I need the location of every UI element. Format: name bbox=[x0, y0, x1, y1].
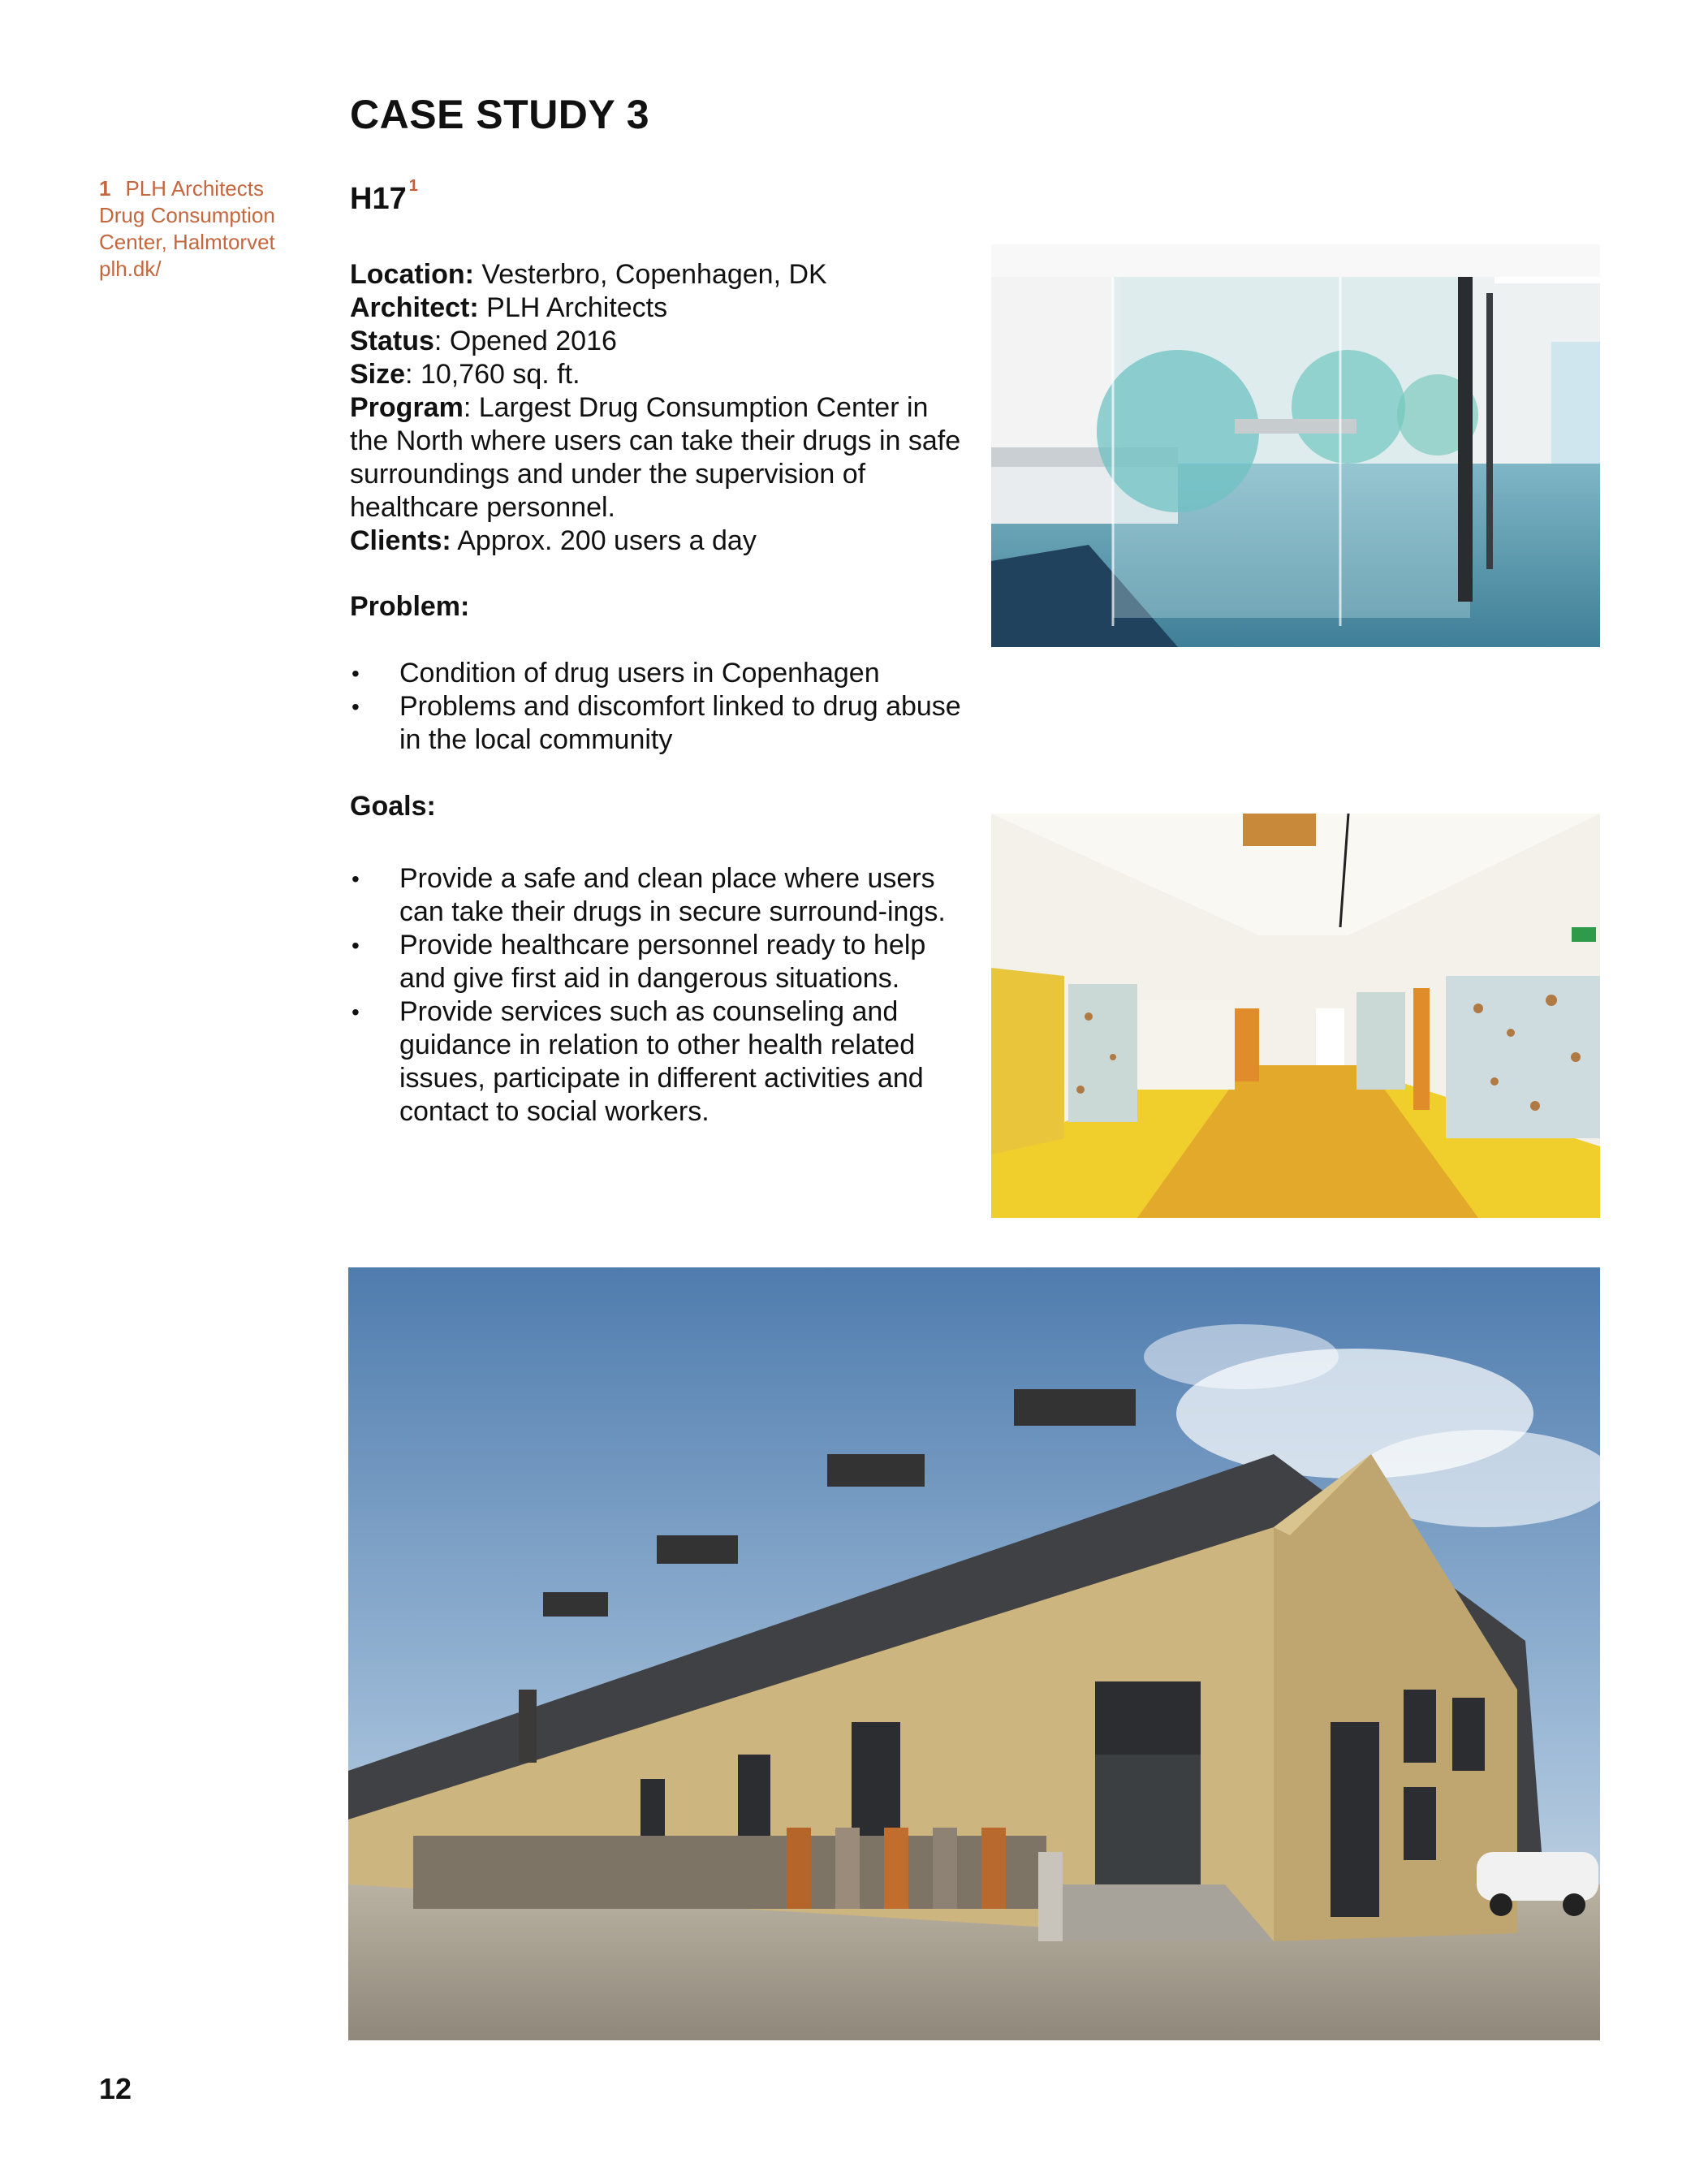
fact-status bbox=[350, 325, 967, 358]
sidenote-number: 1 bbox=[99, 176, 111, 201]
case-study-title: CASE STUDY 3 bbox=[350, 92, 650, 137]
list-item: • Problems and discomfort linked to drug abuse in the local community bbox=[350, 690, 967, 757]
list-item: • Condition of drug users in Copenhagen bbox=[350, 657, 967, 690]
goals-list bbox=[350, 862, 967, 1129]
fact-program bbox=[350, 391, 967, 524]
fact-label: Architect: bbox=[350, 292, 479, 323]
sidenote-line-1 bbox=[99, 175, 310, 202]
fact-label: Program bbox=[350, 392, 464, 423]
project-name: H17 bbox=[350, 182, 407, 216]
fact-value: Vesterbro, Copenhagen, DK bbox=[473, 259, 827, 290]
list-item: • Provide healthcare personnel ready to help and give first aid in dangerous situations. bbox=[350, 929, 967, 995]
project-facts bbox=[350, 258, 967, 558]
fact-label: Status bbox=[350, 326, 434, 356]
page-number: 12 bbox=[99, 2072, 132, 2105]
fact-label: Location: bbox=[350, 259, 474, 290]
fact-value: Approx. 200 users a day bbox=[451, 525, 757, 556]
exterior-building-illustration bbox=[348, 1267, 1600, 2040]
interior-corridor-photo bbox=[991, 814, 1600, 1218]
sidenote-link[interactable]: plh.dk/ bbox=[99, 257, 162, 281]
exterior-building-photo bbox=[348, 1267, 1600, 2040]
fact-size bbox=[350, 358, 967, 391]
sidenote-line-2: Drug Consumption bbox=[99, 203, 275, 227]
list-item: • Provide services such as counseling and guidance in relation to other health related issues, participate in different activities and contact to social workers. bbox=[350, 995, 967, 1129]
footnote-marker: 1 bbox=[408, 177, 418, 195]
sidenote bbox=[99, 175, 310, 283]
project-title bbox=[350, 177, 418, 217]
interior-glass-rooms-illustration bbox=[991, 244, 1600, 647]
sidenote-line-3: Center, Halmtorvet bbox=[99, 230, 275, 254]
fact-label: Size bbox=[350, 359, 406, 390]
problem-heading: Problem: bbox=[350, 591, 470, 622]
list-item: • Provide a safe and clean place where users can take their drugs in secure surround-ings. bbox=[350, 862, 967, 929]
problem-list bbox=[350, 657, 967, 757]
sidenote-text: PLH Architects bbox=[125, 176, 264, 201]
fact-value: PLH Architects bbox=[478, 292, 668, 323]
fact-clients bbox=[350, 524, 967, 558]
fact-value: : 10,760 sq. ft. bbox=[405, 359, 580, 390]
fact-architect bbox=[350, 291, 967, 325]
interior-corridor-illustration bbox=[991, 814, 1600, 1218]
goals-heading: Goals: bbox=[350, 791, 436, 822]
fact-value: : Opened 2016 bbox=[433, 326, 617, 356]
interior-glass-rooms-photo bbox=[991, 244, 1600, 647]
fact-label: Clients: bbox=[350, 525, 451, 556]
fact-value: : Largest Drug Consumption Center in the North where users can take their drugs in safe surroundings and under the supervision of healthcare personnel. bbox=[350, 392, 961, 523]
fact-location bbox=[350, 258, 967, 291]
